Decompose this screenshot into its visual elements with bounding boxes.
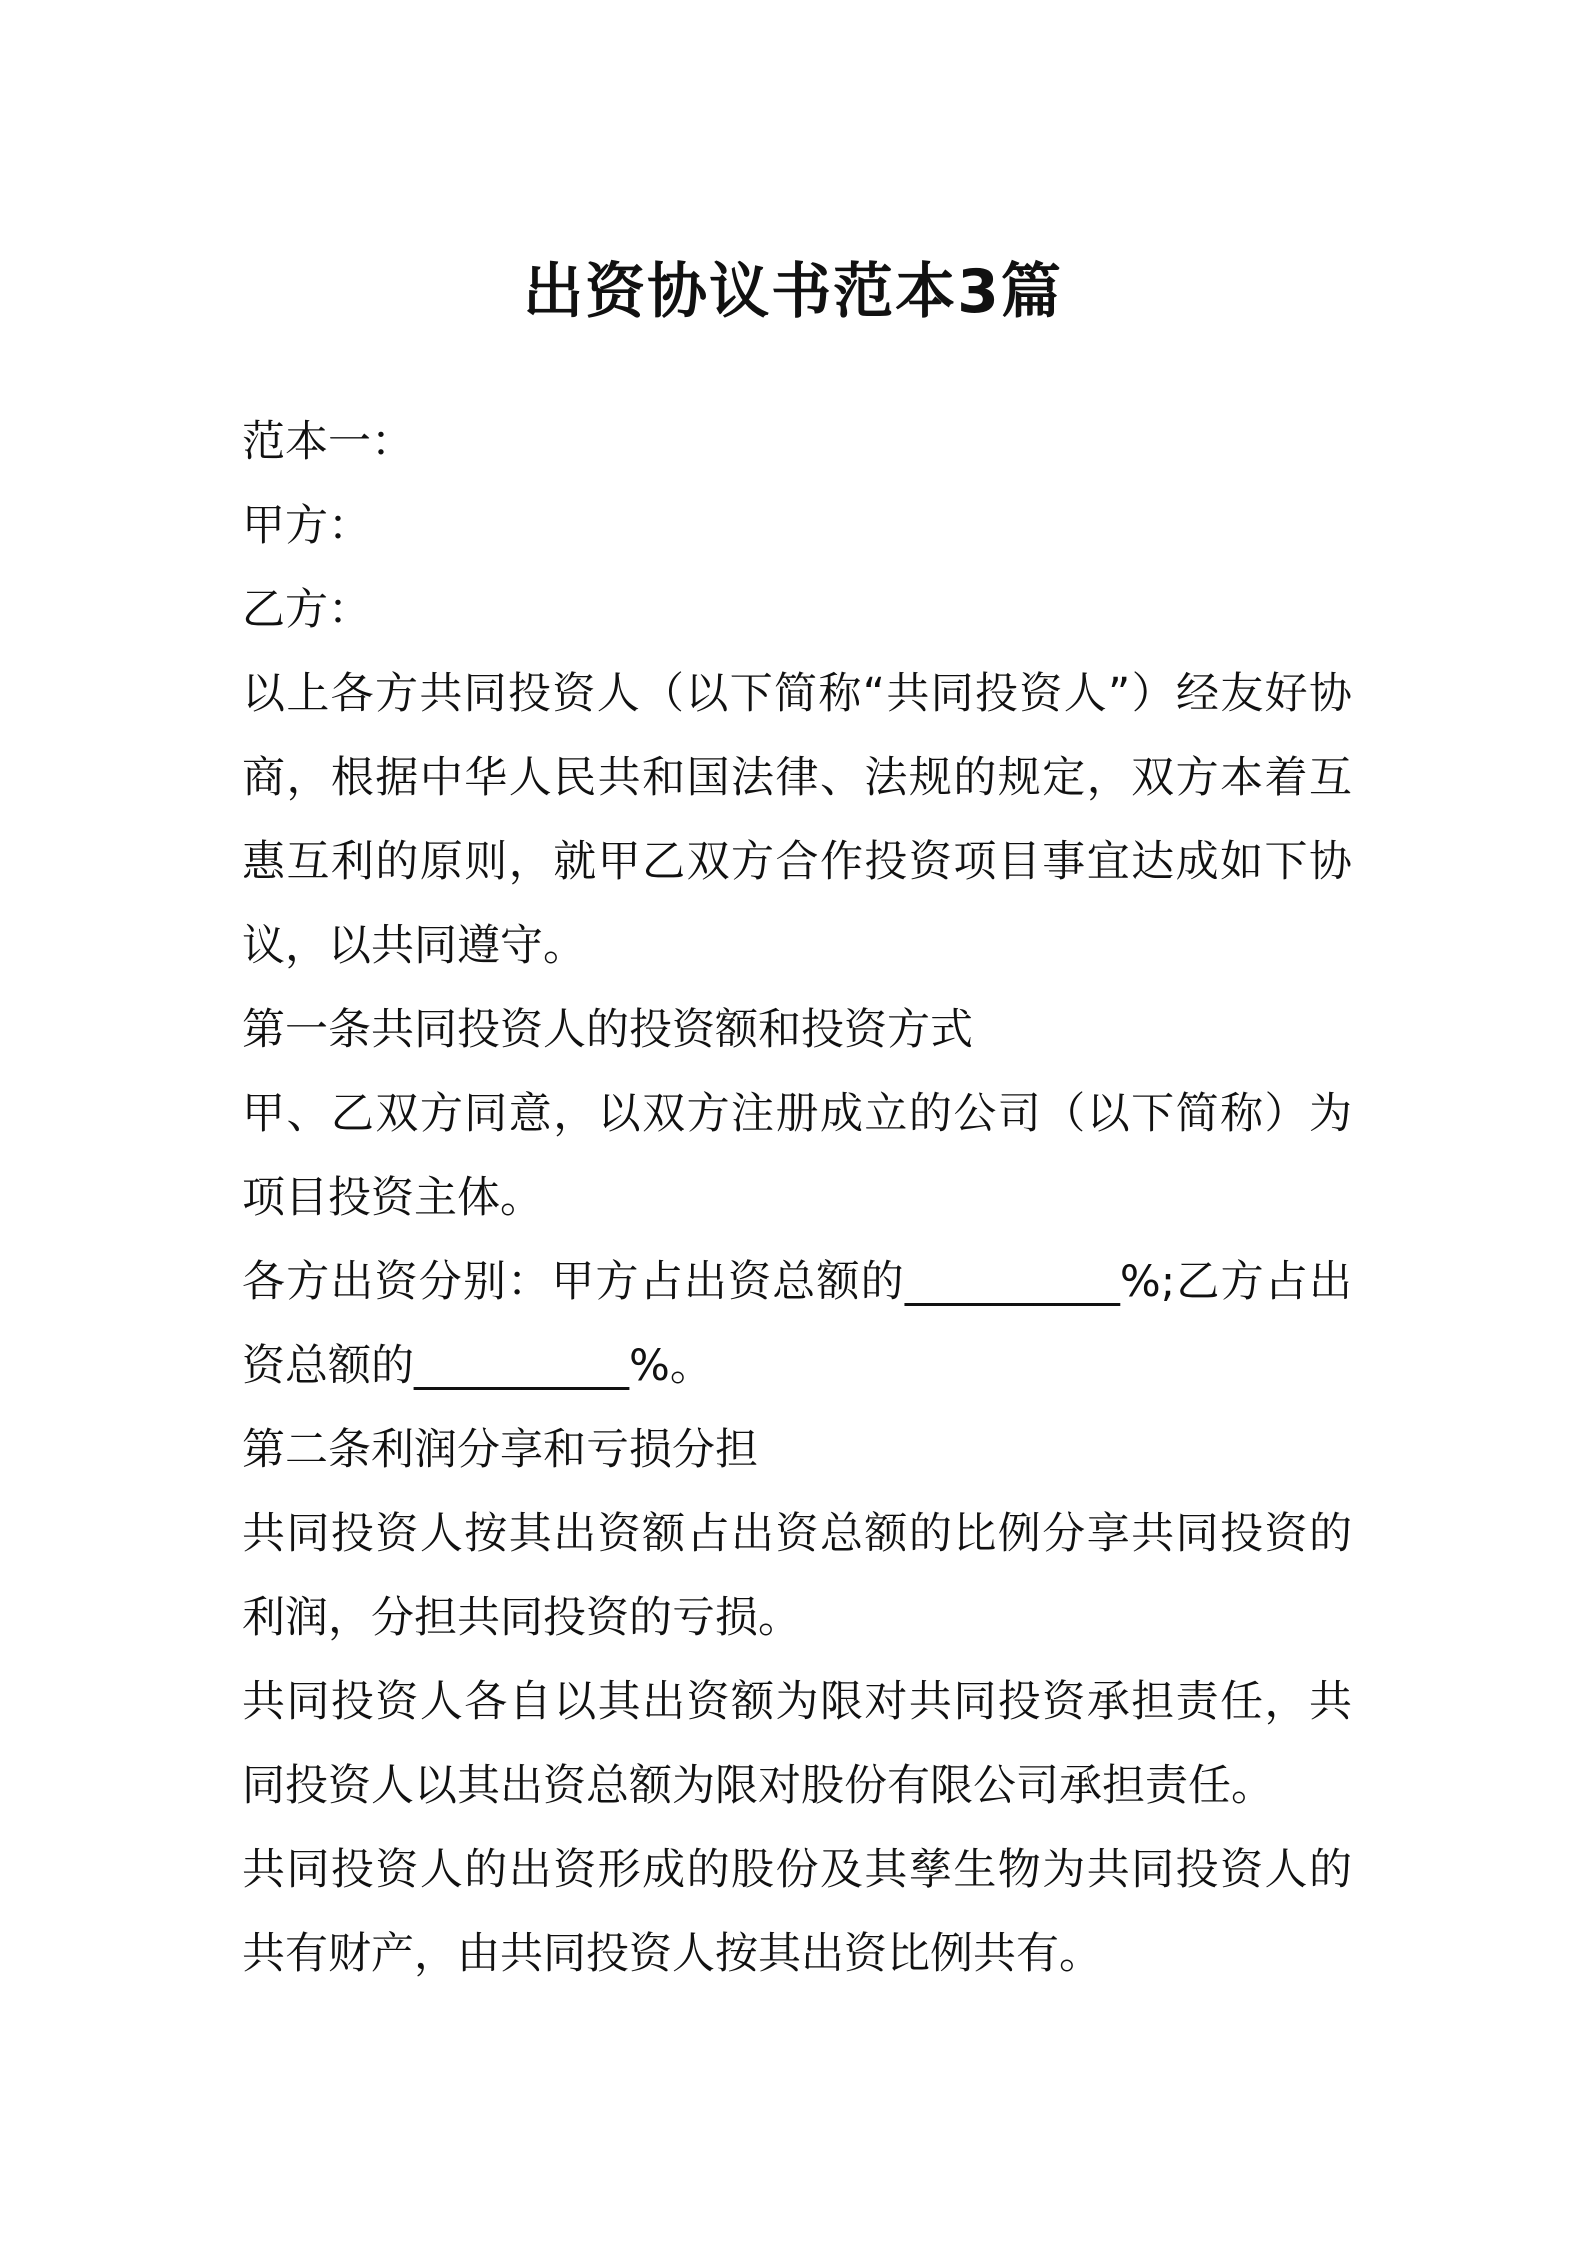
paragraph-liability: 共同投资人各自以其出资额为限对共同投资承担责任，共同投资人以其出资总额为限对股份有限公司承担责任。: [242, 1677, 1352, 1811]
paragraph-contribution-shares: 各方出资分别：甲方占出资总额的__________%;乙方占出资总额的__________%。: [242, 1257, 1352, 1391]
paragraph-article-one-heading: 第一条共同投资人的投资额和投资方式: [242, 1005, 973, 1055]
paragraph-profit-sharing: 共同投资人按其出资额占出资总额的比例分享共同投资的利润，分担共同投资的亏损。: [242, 1509, 1352, 1643]
paragraph-party-a: 甲方：: [242, 501, 371, 551]
paragraph-party-b: 乙方：: [242, 585, 371, 635]
document-title: 出资协议书范本3篇: [523, 257, 1063, 327]
paragraph-article-two-heading: 第二条利润分享和亏损分担: [242, 1425, 758, 1475]
paragraph-sample-one-heading: 范本一：: [242, 417, 414, 467]
paragraph-preamble: 以上各方共同投资人（以下简称“共同投资人”）经友好协商，根据中华人民共和国法律、法规的规定，双方本着互惠互利的原则，就甲乙双方合作投资项目事宜达成如下协议，以共同遵守。: [242, 669, 1352, 971]
paragraph-joint-property: 共同投资人的出资形成的股份及其孳生物为共同投资人的共有财产，由共同投资人按其出资比例共有。: [242, 1845, 1352, 1979]
document-body: [242, 400, 1352, 1996]
paragraph-article-one-body: 甲、乙双方同意，以双方注册成立的公司（以下简称）为项目投资主体。: [242, 1089, 1352, 1223]
